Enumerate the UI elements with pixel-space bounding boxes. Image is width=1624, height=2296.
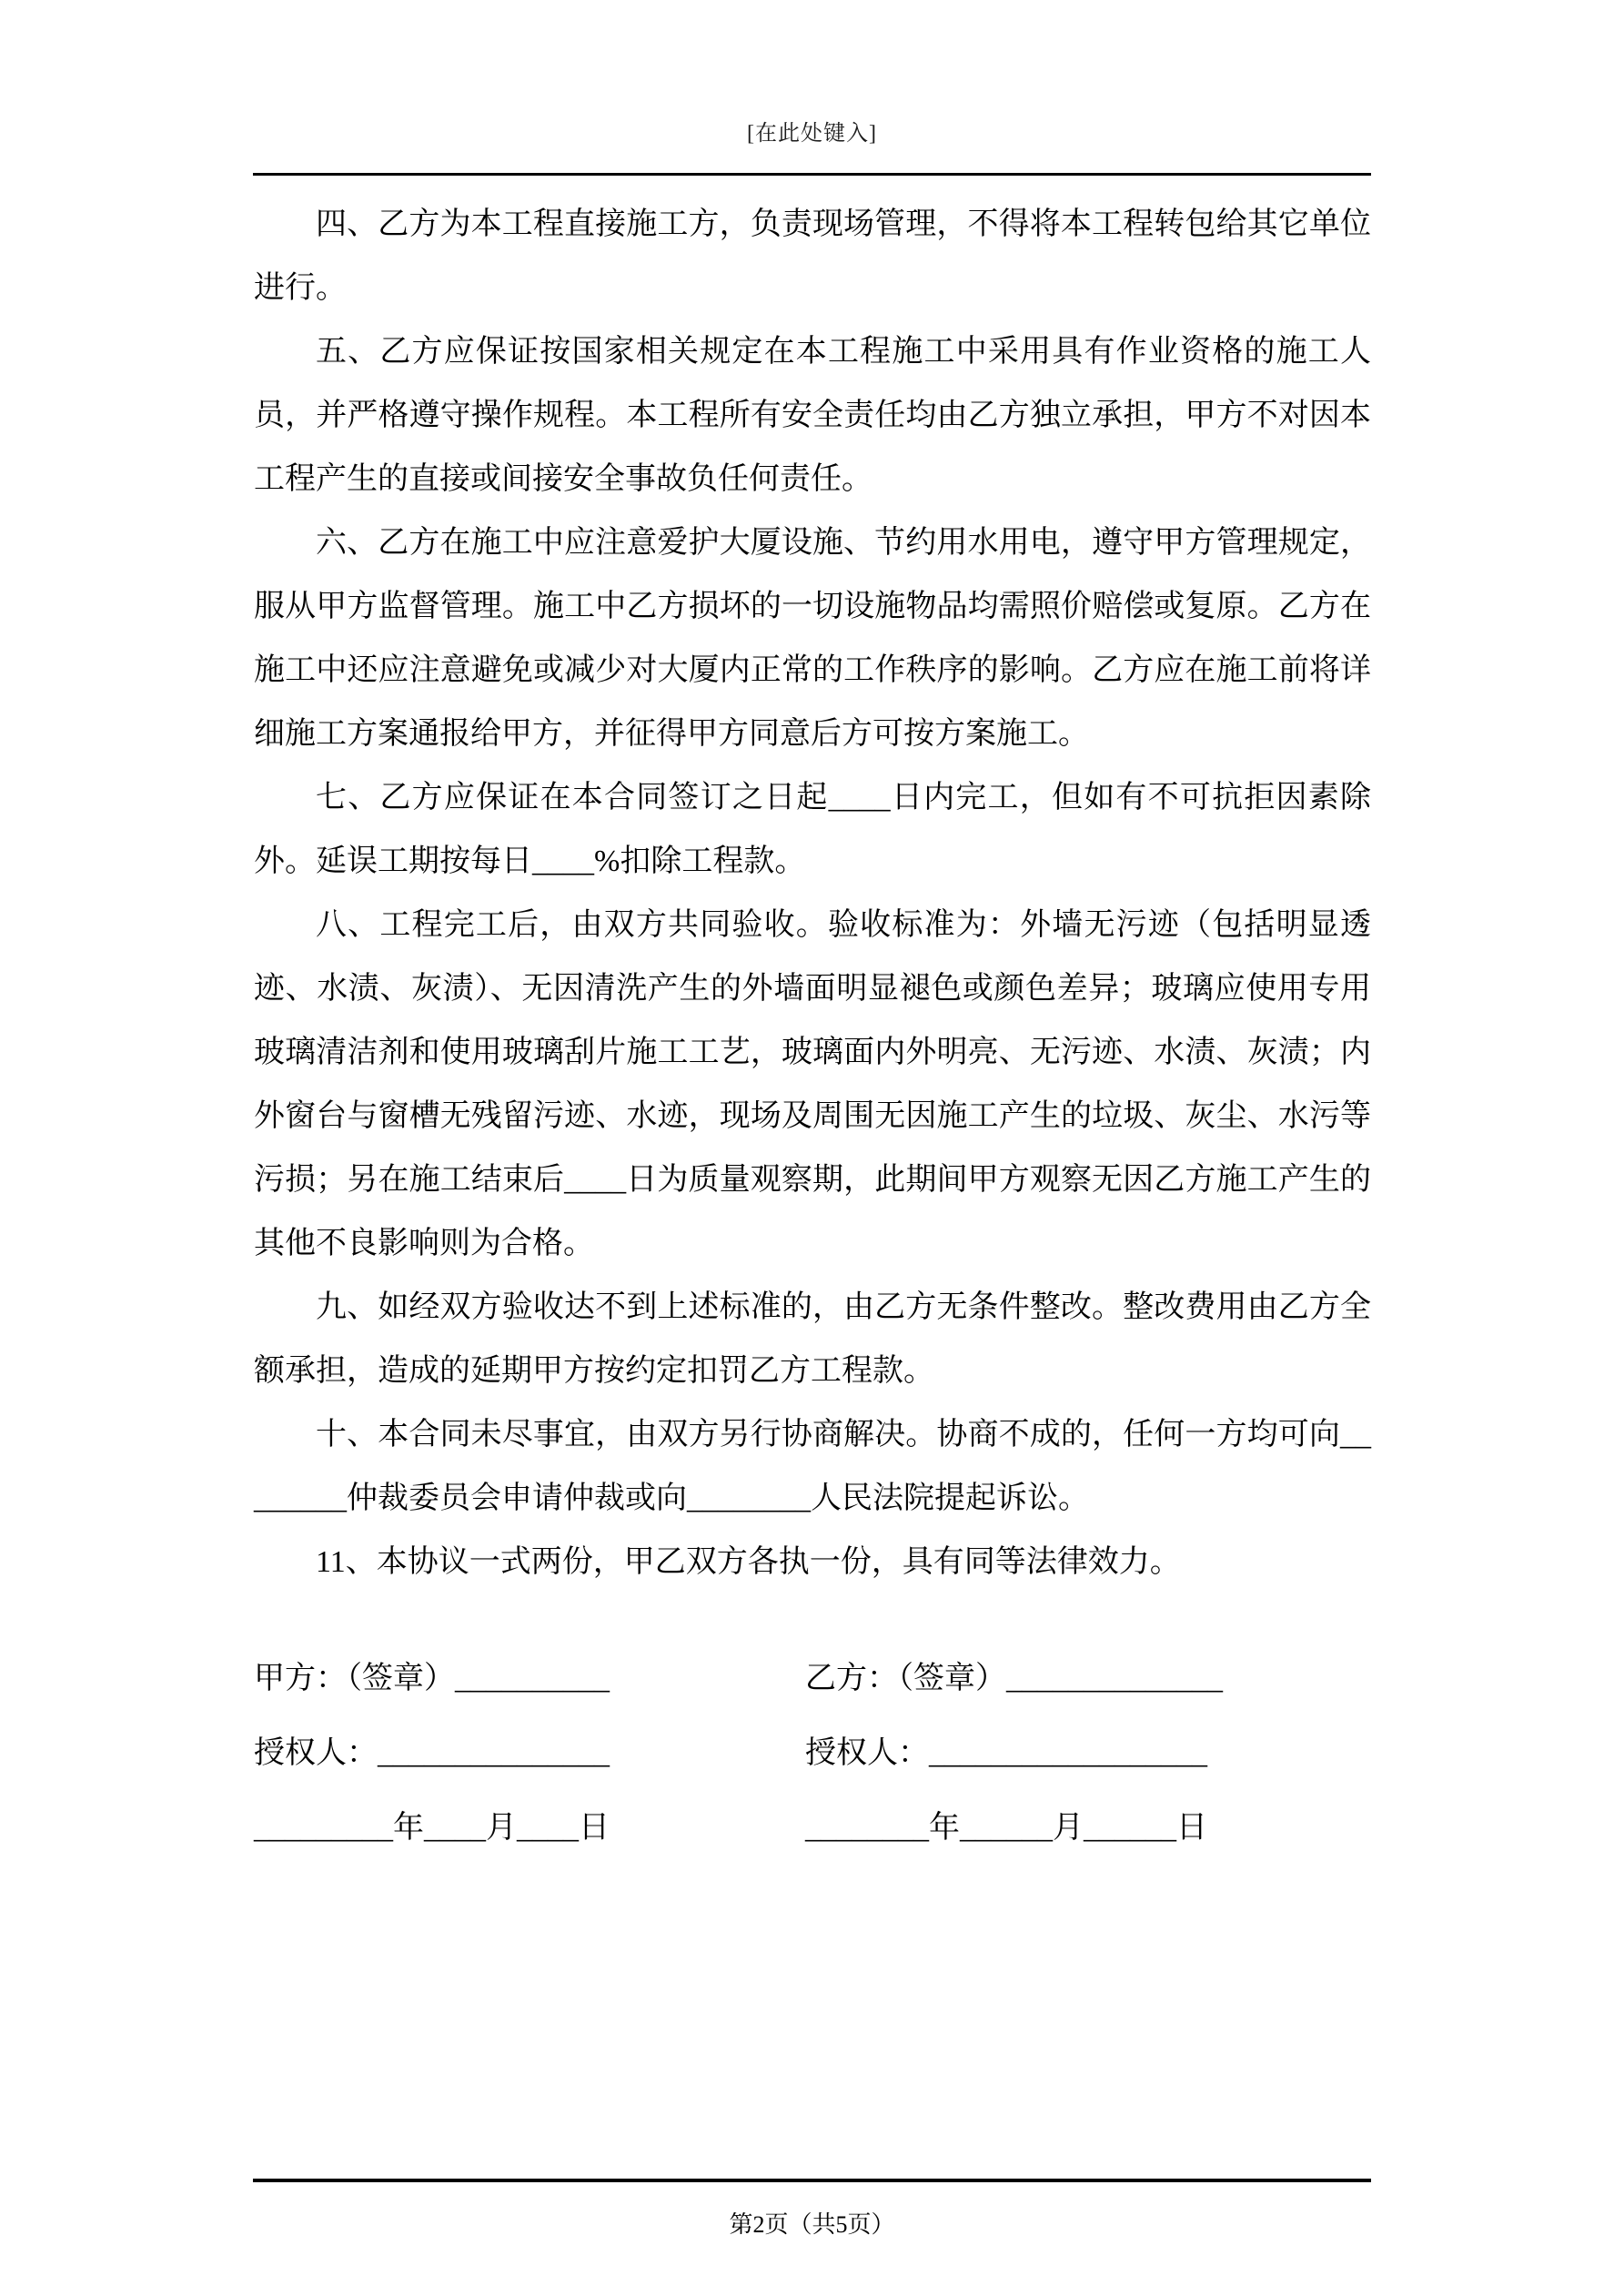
paragraph-clause-8: 八、工程完工后，由双方共同验收。验收标准为：外墙无污迹（包括明显透迹、水渍、灰渍）、无因清洗产生的外墙面明显褪色或颜色差异；玻璃应使用专用玻璃清洁剂和使用玻璃刮片施工工艺，玻璃面内外明亮、无污迹、水渍、灰渍；内外窗台与窗槽无残留污迹、水迹，现场及周围无因施工产生的垃圾、灰尘、水污等污损；另在施工结束后____日为质量观察期，此期间甲方观察无因乙方施工产生的其他不良影响则为合格。 [254, 908, 1371, 1260]
paragraph-clause-6: 六、乙方在施工中应注意爱护大厦设施、节约用水用电，遵守甲方管理规定，服从甲方监督管理。施工中乙方损坏的一切设施物品均需照价赔偿或复原。乙方在施工中还应注意避免或减少对大厦内正常的工作秩序的影响。乙方应在施工前将详细施工方案通报给甲方，并征得甲方同意后方可按方案施工。 [254, 526, 1371, 751]
party-b-seal-line: 乙方：（签章）______________ [805, 1662, 1223, 1695]
party-a-date-line: _________年____月____日 [254, 1811, 610, 1845]
document-body [254, 193, 1371, 1866]
header-placeholder[interactable]: [在此处键入] [747, 122, 877, 146]
footer-divider [253, 2179, 1371, 2182]
page-number: 第2页（共5页） [729, 2211, 895, 2238]
paragraph-clause-5: 五、乙方应保证按国家相关规定在本工程施工中采用具有作业资格的施工人员，并严格遵守操作规程。本工程所有安全责任均由乙方独立承担，甲方不对因本工程产生的直接或间接安全事故负任何责任。 [254, 335, 1371, 496]
paragraph-clause-9: 九、如经双方验收达不到上述标准的，由乙方无条件整改。整改费用由乙方全额承担，造成的延期甲方按约定扣罚乙方工程款。 [254, 1290, 1371, 1388]
party-b-date-line: ________年______月______日 [805, 1811, 1207, 1845]
paragraph-clause-10: 十、本合同未尽事宜，由双方另行协商解决。协商不成的，任何一方均可向________仲裁委员会申请仲裁或向________人民法院提起诉讼。 [254, 1418, 1371, 1515]
party-b-signature-column [805, 1642, 1371, 1866]
party-a-seal-line: 甲方：（签章）__________ [254, 1662, 610, 1695]
paragraph-clause-11: 11、本协议一式两份，甲乙双方各执一份，具有同等法律效力。 [316, 1545, 1181, 1579]
party-b-authorized-line: 授权人：__________________ [805, 1736, 1207, 1770]
signature-block [254, 1642, 1371, 1866]
paragraph-clause-7: 七、乙方应保证在本合同签订之日起____日内完工，但如有不可抗拒因素除外。延误工期按每日____%扣除工程款。 [254, 781, 1371, 878]
header-divider [253, 173, 1371, 176]
paragraph-clause-4: 四、乙方为本工程直接施工方，负责现场管理，不得将本工程转包给其它单位进行。 [254, 207, 1371, 305]
party-a-authorized-line: 授权人：_______________ [254, 1736, 610, 1770]
party-a-signature-column [254, 1642, 805, 1866]
